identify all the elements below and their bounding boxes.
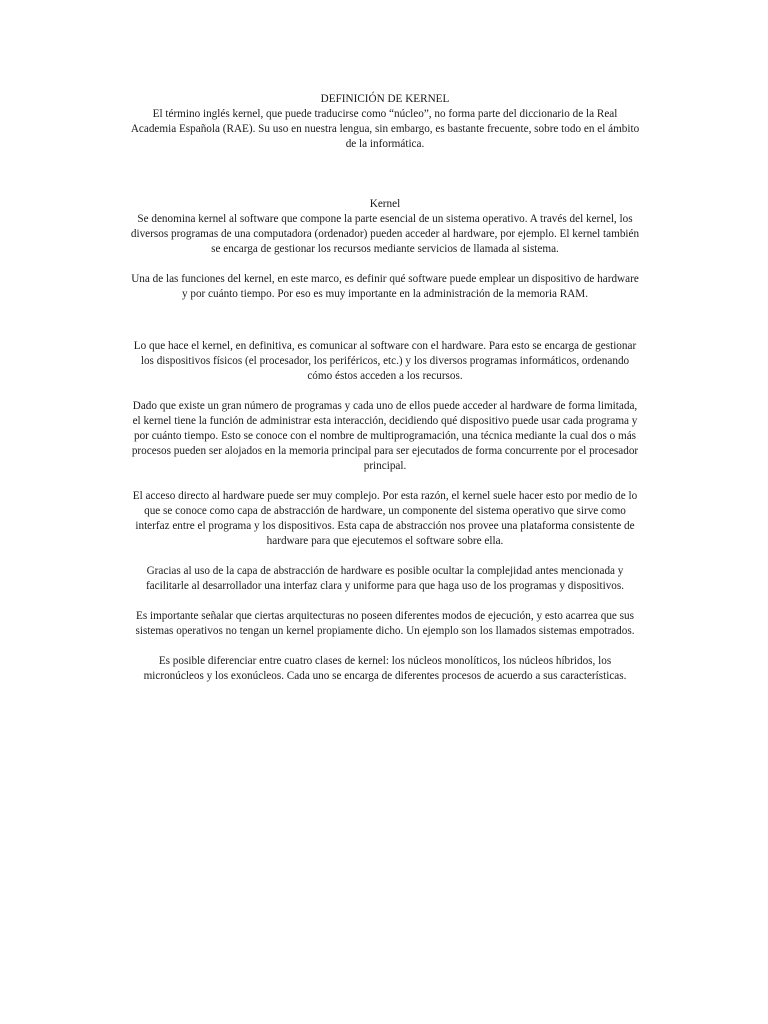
paragraph-complexity: Gracias al uso de la capa de abstracción de hardware es posible ocultar la complejidad antes mencionada y facilitarle al desarrollador una interfaz clara y uniforme para que haga uso de los programas y dispositivos. [145,565,625,592]
spacer [130,639,640,654]
paragraph-abstraction-layer: El acceso directo al hardware puede ser muy complejo. Por esta razón, el kernel suele hacer esto por medio de lo que se conoce como capa de abstracción de hardware, un componente del sistema operativo que sirve como interfaz entre el programa y los dispositivos. Esta capa de abstracción nos provee una plataforma consistente de hardware para que ejecutemos el software sobre ella. [132,490,638,547]
paragraph-definition: Se denomina kernel al software que compone la parte esencial de un sistema operativo. A través del kernel, los diversos programas de una computadora (ordenador) pueden acceder al hardware, por ejemplo. El kernel también se encarga de gestionar los recursos mediante servicios de llamada al sistema. [130,213,640,255]
paragraph-architectures: Es importante señalar que ciertas arquitecturas no poseen diferentes modos de ejecución, y esto acarrea que sus sistemas operativos no tengan un kernel propiamente dicho. Un ejemplo son los llamados sistemas empotrados. [135,610,635,637]
document-body [130,92,640,684]
paragraph-kernel-classes: Es posible diferenciar entre cuatro clases de kernel: los núcleos monolíticos, los núcleos híbridos, los micronúcleos y los exonúcleos. Cada uno se encarga de diferentes procesos de acuerdo a sus características. [143,655,627,682]
spacer [130,152,640,197]
document-title: DEFINICIÓN DE KERNEL [320,93,450,105]
spacer [130,257,640,272]
paragraph-communication: Lo que hace el kernel, en definitiva, es comunicar al software con el hardware. Para esto se encarga de gestionar los dispositivos físicos (el procesador, los periféricos, etc.) y los diversos programas informáticos, ordenando cómo éstos acceden a los recursos. [133,340,637,382]
spacer [130,549,640,564]
section-heading: Kernel [369,198,401,210]
paragraph-multiprogramming: Dado que existe un gran número de programas y cada uno de ellos puede acceder al hardware de forma limitada, el kernel tiene la función de administrar esta interacción, decidiendo qué dispositivo puede usar cada programa y por cuánto tiempo. Esto se conoce con el nombre de multiprogramación, una técnica mediante la cual dos o más procesos pueden ser alojados en la memoria principal para ser ejecutados de forma concurrente por el procesador principal. [131,400,639,472]
paragraph-functions: Una de las funciones del kernel, en este marco, es definir qué software puede emplear un dispositivo de hardware y por cuánto tiempo. Por eso es muy importante en la administración de la memoria RAM. [131,273,639,300]
intro-paragraph: El término inglés kernel, que puede traducirse como “núcleo”, no forma parte del diccionario de la Real Academia Española (RAE). Su uso en nuestra lengua, sin embargo, es bastante frecuente, sobre todo en el ámbito de la informática. [130,108,640,150]
spacer [130,384,640,399]
spacer [130,594,640,609]
spacer [130,474,640,489]
spacer [130,302,640,339]
